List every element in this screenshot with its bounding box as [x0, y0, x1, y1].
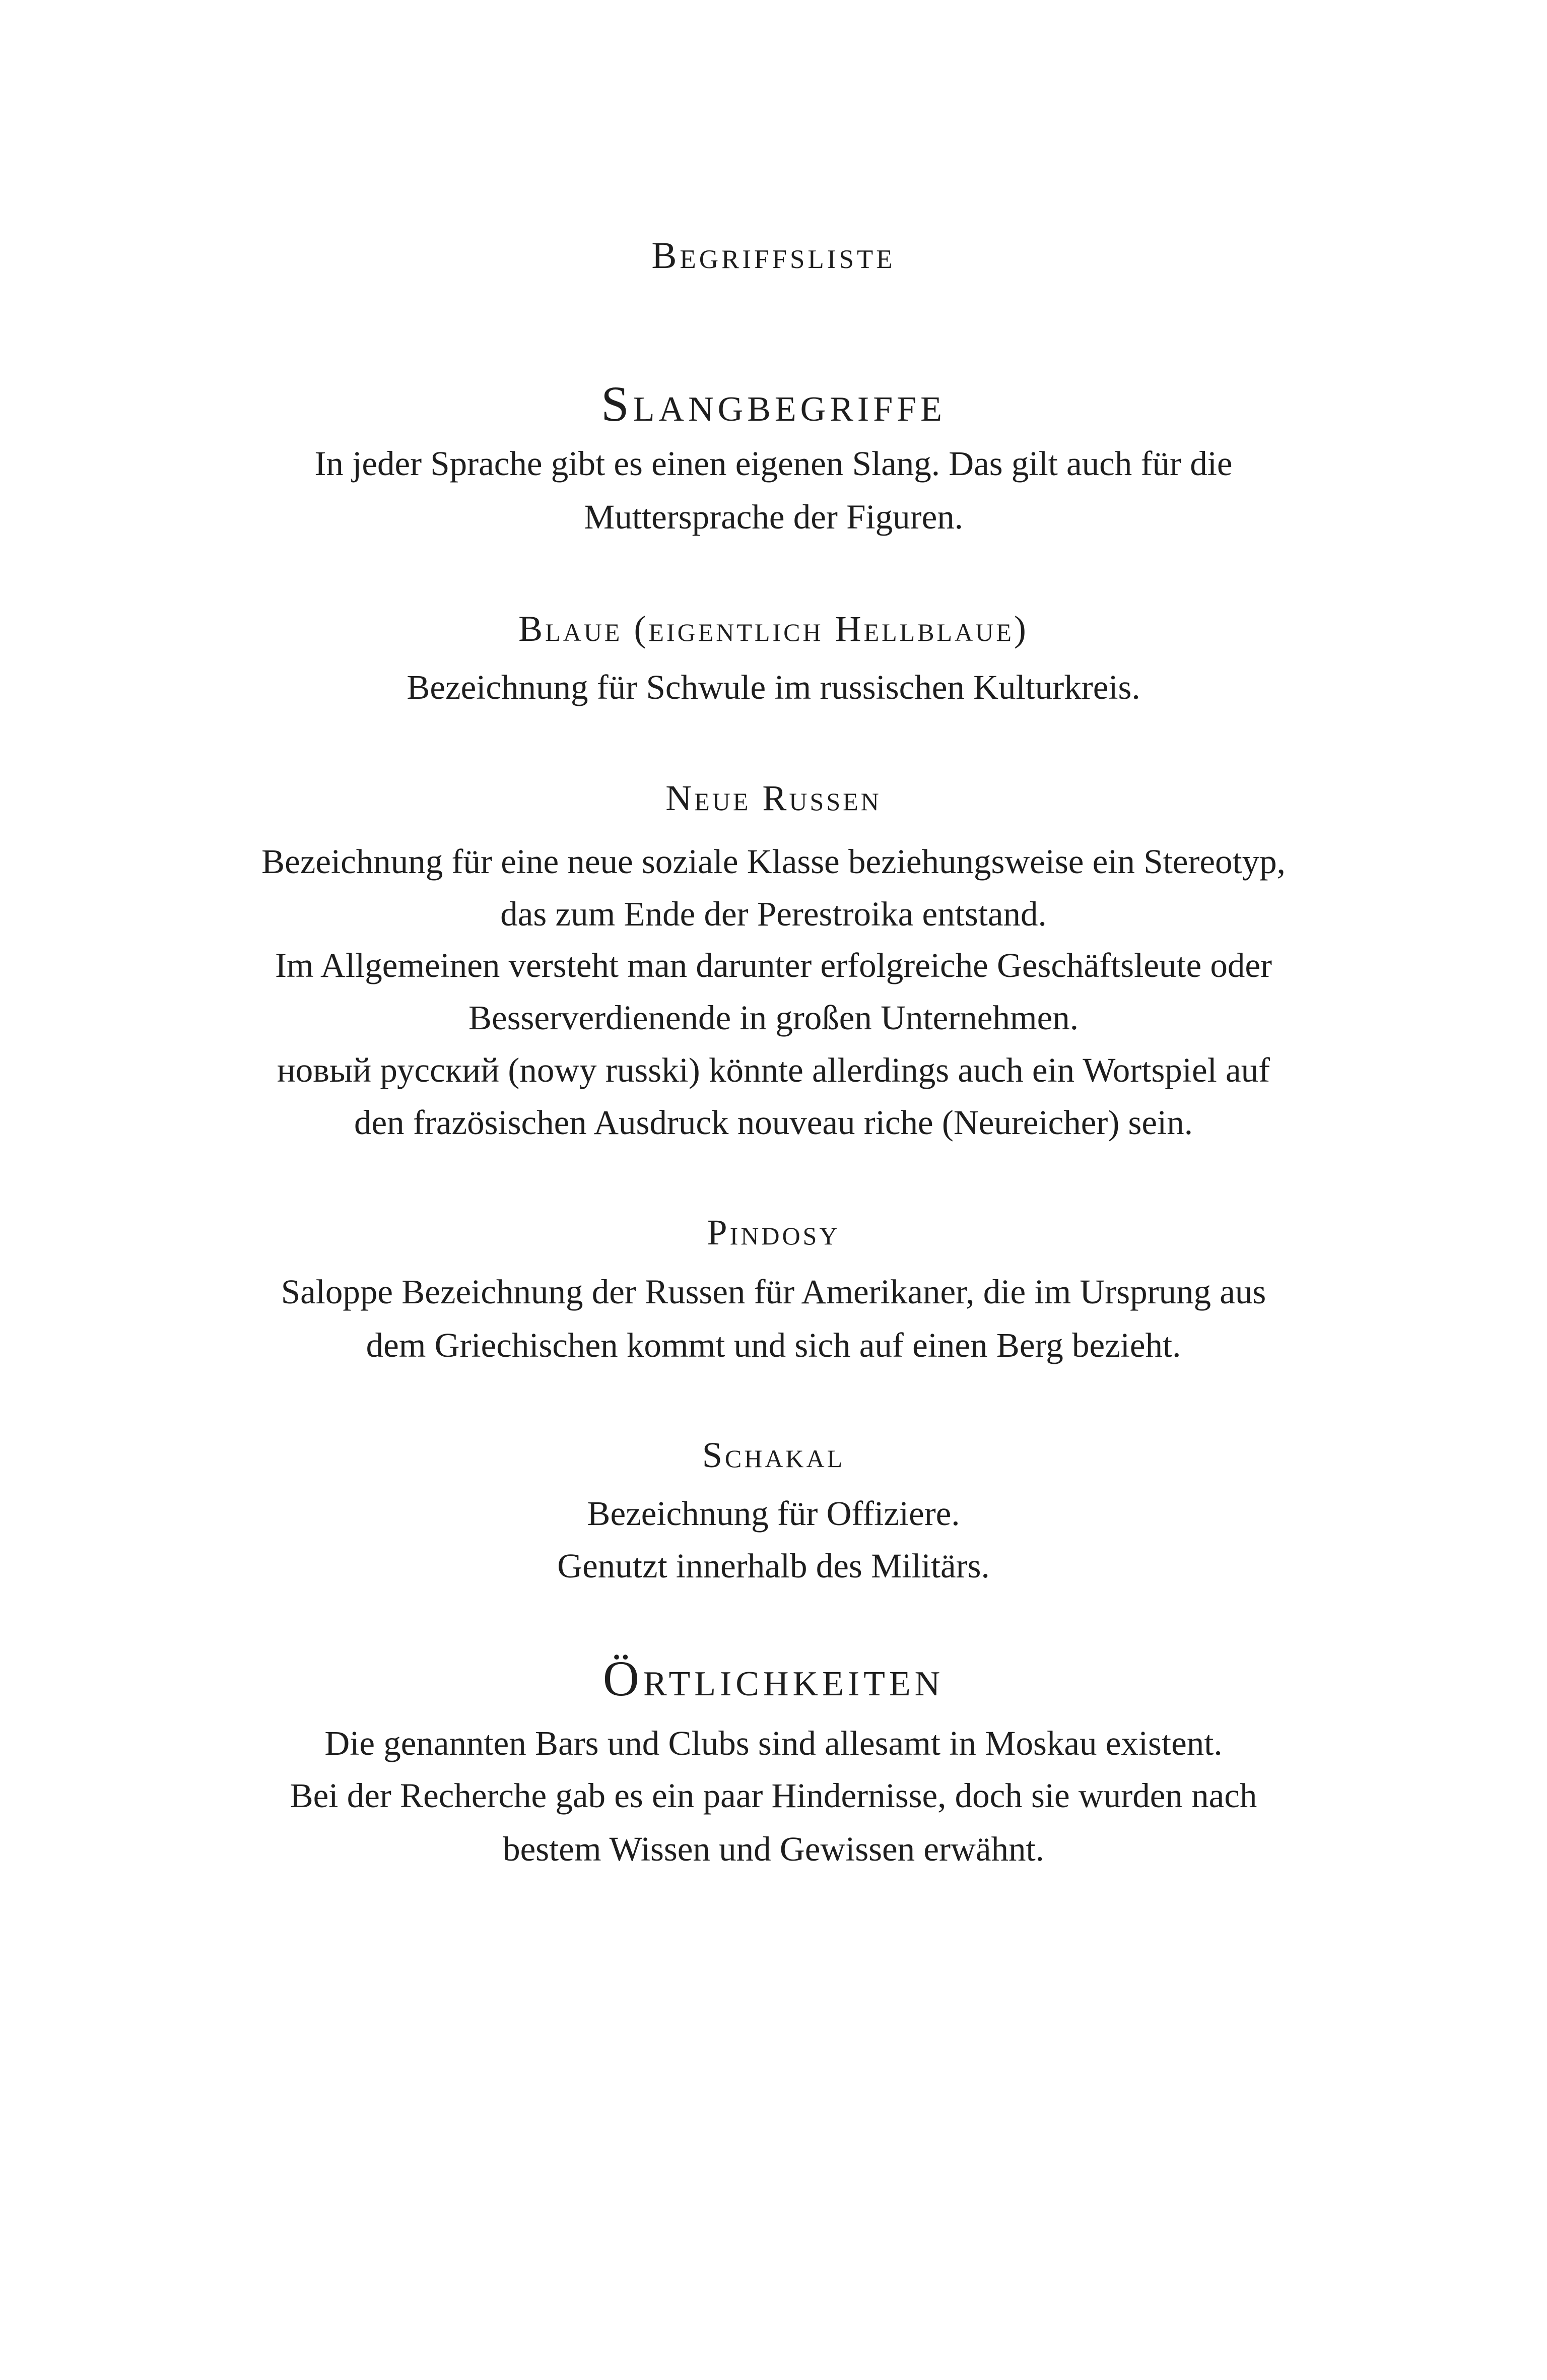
section-heading-slangbegriffe: Slangbegriffe — [601, 376, 946, 432]
term-definition-line: Genutzt innerhalb des Militärs. — [557, 1547, 990, 1585]
term-heading-schakal: Schakal — [702, 1435, 845, 1475]
term-definition-line: Saloppe Bezeichnung der Russen für Amerikaner, die im Ursprung aus — [281, 1273, 1266, 1311]
term-definition-line: den frazösischen Ausdruck nouveau riche (Neureicher) sein. — [354, 1103, 1193, 1142]
page-title: Begriffsliste — [651, 235, 896, 277]
term-definition-line: Bezeichnung für eine neue soziale Klasse beziehungsweise ein Stereotyp, — [261, 842, 1286, 881]
term-heading-pindosy: Pindosy — [707, 1212, 840, 1252]
term-definition-line: dem Griechischen kommt und sich auf einen Berg bezieht. — [366, 1326, 1181, 1364]
section-intro-line: Muttersprache der Figuren. — [583, 498, 963, 536]
section-intro-line: Die genannten Bars und Clubs sind allesamt in Moskau existent. — [324, 1724, 1223, 1762]
term-definition-line: новый русский (nowy russki) könnte allerdings auch ein Wortspiel auf — [277, 1051, 1270, 1089]
term-definition-line: Im Allgemeinen versteht man darunter erfolgreiche Geschäftsleute oder — [275, 946, 1272, 984]
term-heading-blaue: Blaue (eigentlich Hellblaue) — [518, 609, 1029, 649]
section-intro-line: Bei der Recherche gab es ein paar Hindernisse, doch sie wurden nach — [290, 1776, 1257, 1815]
term-definition-line: Bezeichnung für Schwule im russischen Kulturkreis. — [407, 668, 1140, 706]
section-intro-line: bestem Wissen und Gewissen erwähnt. — [503, 1830, 1044, 1868]
section-intro-line: In jeder Sprache gibt es einen eigenen Slang. Das gilt auch für die — [314, 444, 1233, 483]
term-definition-line: das zum Ende der Perestroika entstand. — [500, 895, 1047, 933]
section-heading-oertlichkeiten: Örtlichkeiten — [602, 1650, 945, 1706]
term-definition-line: Bezeichnung für Offiziere. — [587, 1494, 960, 1533]
term-definition-line: Besserverdienende in großen Unternehmen. — [468, 999, 1079, 1037]
term-heading-neue-russen: Neue Russen — [665, 778, 882, 818]
